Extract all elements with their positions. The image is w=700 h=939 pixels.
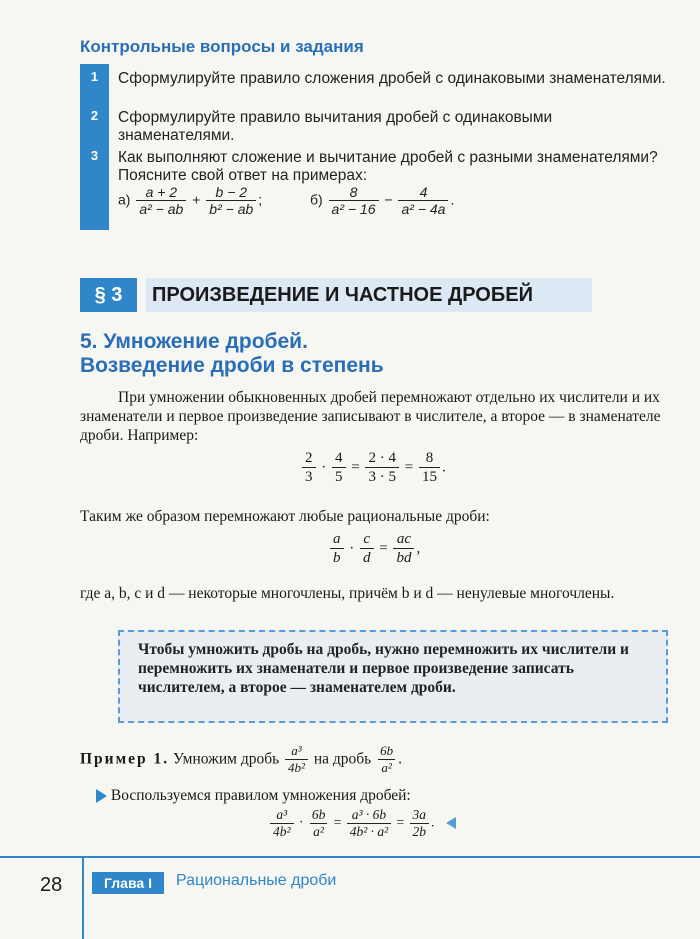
fraction: $\frac{\text{a³}}{\text{4b²}}$	[285, 744, 308, 776]
section-title: ПРОИЗВЕДЕНИЕ И ЧАСТНОЕ ДРОБЕЙ	[146, 278, 592, 312]
solution-start-triangle-icon	[96, 789, 107, 803]
fraction: $\frac{ac}{bd}$	[393, 531, 414, 567]
solution-intro: Воспользуемся правилом умножения дробей:	[96, 786, 676, 805]
section-badge: § 3	[80, 278, 137, 312]
chapter-title: Рациональные дроби	[176, 872, 337, 889]
footer-divider	[0, 856, 700, 858]
paragraph-1: При умножении обыкновенных дробей перемножают отдельно их числители и их знаменатели и первое произведение записывают в числителе, а второе — в знаменателе дроби. Например:	[80, 389, 661, 444]
question-number: 2	[90, 108, 99, 123]
equation-2: $\frac{a}{b}$ · $\frac{c}{d}$ = $\frac{ac}{bd}$ ,	[328, 531, 420, 567]
fraction: $\frac{6b}{\text{a²}}$	[311, 807, 326, 839]
solution-equation: $\frac{\text{a³}}{\text{4b²}}$ · $\frac{6b}{\text{a²}}$ = $\frac{\text{a³ · 6b}}{\text{4b² · a²}}$ = $\frac{3a}{2b}$ .	[268, 807, 456, 840]
example-label: Пример 1.	[80, 750, 170, 768]
rule-text: Чтобы умножить дробь на дробь, нужно перемножить их числители и перемножить их знаменатели и первое произведение записать числителем, а второе — знаменателем дроби.	[138, 641, 629, 696]
chapter-badge: Глава I	[92, 872, 164, 894]
question-number: 1	[90, 69, 99, 84]
example-statement: Пример 1. Умножим дробь $\frac{\text{a³}}{\text{4b²}}$ на дробь $\frac{6b}{\text{a²}}$ .	[80, 743, 402, 775]
fraction: $\frac{2}{3}$	[302, 450, 316, 486]
fraction: $\frac{2 \cdot 4}{3 \cdot 5}$	[365, 450, 399, 486]
operator: −	[384, 191, 393, 208]
question-text: Сформулируйте правило сложения дробей с одинаковыми знаменателями.	[118, 70, 666, 87]
questions-list	[80, 64, 669, 230]
fraction: $\frac{6b}{\text{a²}}$	[380, 743, 394, 775]
rule-box	[118, 630, 668, 723]
fraction: $\frac{a}{b}$	[330, 531, 344, 567]
question-examples: а) $\frac{a + 2}{\text{a² − ab}}$ + $\frac{b - 2}{\text{b² − ab}}$ ; б) $\frac{8}{\text{a² − 16}}$ − $\frac{4}{\text{a² − 4a}}$ .	[118, 184, 455, 218]
fraction: $\frac{8}{15}$	[419, 450, 440, 486]
fraction: $\frac{b - 2}{\text{b² − ab}}$	[206, 184, 256, 218]
subsection-line-2: Возведение дроби в степень	[80, 354, 384, 377]
subsection-heading	[80, 330, 384, 378]
fraction: $\frac{8}{\text{a² − 16}}$	[329, 184, 379, 218]
example-b-label: б)	[309, 191, 323, 208]
paragraph-3: где a, b, c и d — некоторые многочлены, причём b и d — ненулевые многочлены.	[80, 585, 615, 602]
paragraph-2: Таким же образом перемножают любые рациональные дроби:	[80, 508, 490, 525]
fraction: $\frac{\text{a³ · 6b}}{\text{4b² · a²}}$	[347, 807, 391, 840]
solution-end-triangle-icon	[446, 817, 456, 829]
section-header	[80, 278, 590, 312]
fraction: $\frac{4}{5}$	[332, 450, 346, 486]
footer-vertical-divider	[82, 856, 84, 939]
question-text: Как выполняют сложение и вычитание дробей с разными знаменателями? Поясните свой ответ на примерах:	[118, 149, 658, 184]
fraction: $\frac{a + 2}{\text{a² − ab}}$	[136, 184, 186, 218]
subsection-line-1: 5. Умножение дробей.	[80, 330, 308, 353]
fraction: $\frac{3a}{2b}$	[410, 807, 430, 840]
operator: +	[192, 191, 201, 208]
example-a-label: а)	[118, 191, 131, 208]
equation-1: $\frac{2}{3}$ · $\frac{4}{5}$ = $\frac{2 \cdot 4}{3 \cdot 5}$ = $\frac{8}{15}$ .	[300, 450, 446, 486]
question-number: 3	[90, 148, 99, 163]
fraction: $\frac{4}{\text{a² − 4a}}$	[398, 184, 448, 218]
fraction: $\frac{c}{d}$	[360, 531, 374, 567]
question-text: Сформулируйте правило вычитания дробей с одинаковыми знаменателями.	[118, 109, 553, 144]
questions-title: Контрольные вопросы и задания	[80, 37, 364, 56]
page-number: 28	[40, 874, 63, 896]
questions-accent-bar	[80, 64, 109, 230]
fraction: $\frac{\text{a³}}{\text{4b²}}$	[270, 807, 294, 840]
